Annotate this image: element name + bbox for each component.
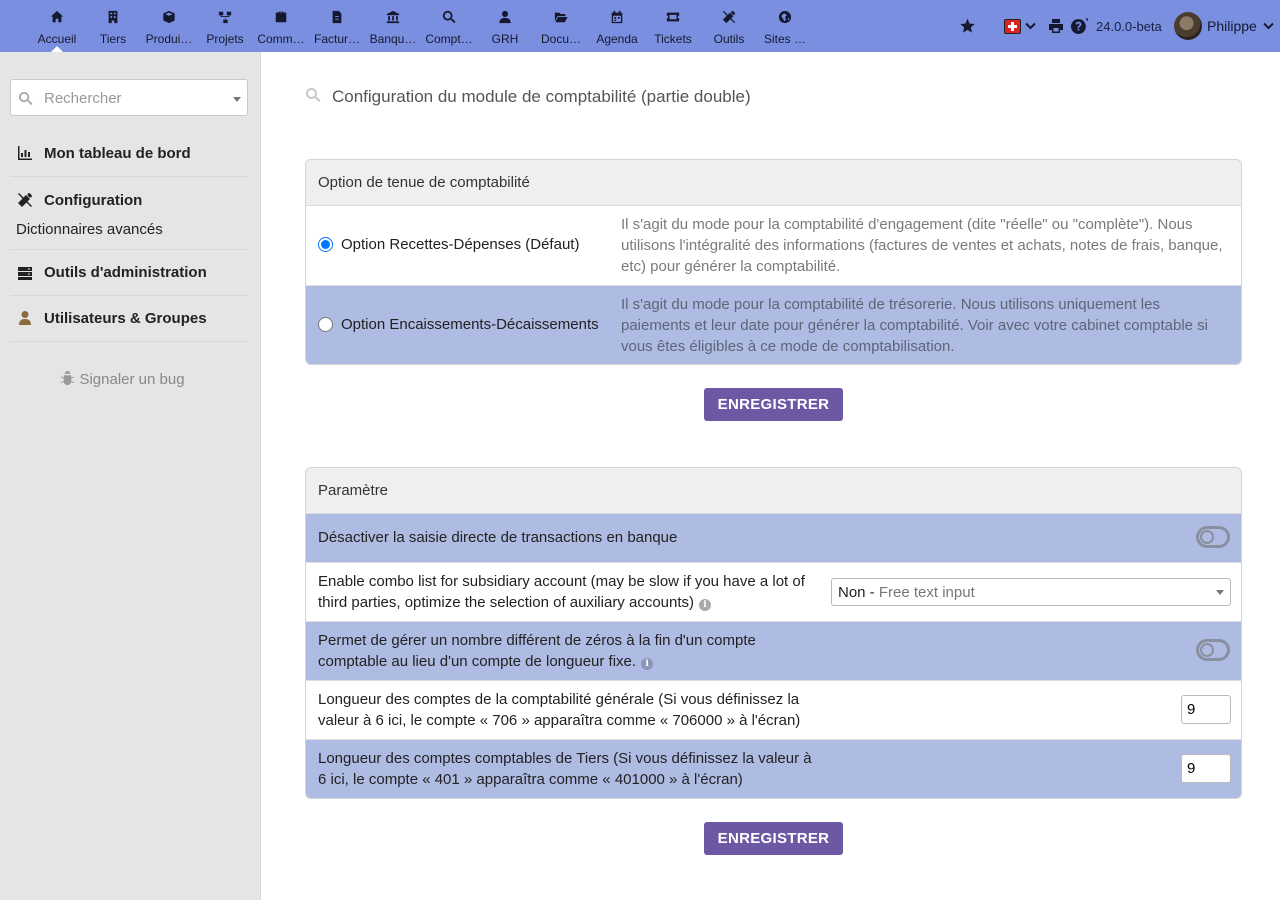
top-navbar (0, 0, 1280, 52)
toggle-switch[interactable] (1196, 526, 1230, 548)
topmenu-label: Compt… (425, 32, 473, 46)
sidebar-subitem-dictionnaires[interactable]: Dictionnaires avancés (16, 221, 163, 238)
topmenu-label: Produi… (145, 32, 193, 46)
topmenu-accueil[interactable] (29, 0, 85, 52)
bug-icon (60, 371, 75, 386)
topmenu-grh[interactable] (477, 0, 533, 52)
project-tree-icon (197, 10, 253, 24)
topmenu-tiers[interactable] (85, 0, 141, 52)
topmenu-produits[interactable] (141, 0, 197, 52)
panel-header: Option de tenue de comptabilité (306, 160, 1241, 206)
topmenu-commerce[interactable] (253, 0, 309, 52)
user-tie-icon (477, 10, 533, 24)
mode-option-label: Option Recettes-Dépenses (Défaut) (341, 236, 580, 253)
sidebar-item-dashboard[interactable] (10, 130, 248, 177)
globe-icon (757, 10, 813, 24)
toggle-knob (1200, 530, 1214, 544)
user-icon (17, 310, 33, 331)
info-icon[interactable]: i (641, 658, 653, 670)
accounting-mode-panel (305, 159, 1242, 365)
building-icon (85, 10, 141, 24)
search-dollar-icon (305, 87, 321, 103)
param-label: Désactiver la saisie directe de transactions en banque (318, 529, 678, 546)
sidebar-item-label: Mon tableau de bord (44, 145, 191, 162)
select-value-main: Non - (838, 584, 879, 601)
left-sidebar (0, 52, 261, 900)
general-account-length-input[interactable] (1181, 695, 1231, 724)
user-menu[interactable] (1174, 0, 1274, 52)
param-label: Longueur des comptes de la comptabilité générale (Si vous définissez la valeur à 6 ici, le compte « 706 » apparaîtra comme « 706000 » à l'écran) (318, 691, 801, 729)
radio-recettes-depenses[interactable] (318, 237, 333, 252)
invoice-icon (309, 10, 365, 24)
parameters-panel (305, 467, 1242, 799)
tools-icon (701, 10, 757, 24)
select-value (838, 584, 975, 601)
topmenu-documents[interactable] (533, 0, 589, 52)
topmenu-agenda[interactable] (589, 0, 645, 52)
sidebar-item-configuration[interactable] (10, 177, 248, 250)
topmenu-facturation[interactable] (309, 0, 365, 52)
calendar-icon (589, 10, 645, 24)
topmenu-label: Docu… (540, 32, 581, 46)
server-icon (17, 265, 33, 286)
topmenu-label: Sites … (763, 32, 806, 46)
report-bug-link[interactable] (0, 371, 245, 388)
language-selector[interactable] (1004, 0, 1036, 52)
radio-encaissements-decaissements[interactable] (318, 317, 333, 332)
mode-option-description: Il s'agit du mode pour la comptabilité d'engagement (dite "réelle" ou "complète"). Nous utilisons l'intégralité des informations (factures de ventes et achats, notes de frais, banque, etc) pour générer la comptabilité. (621, 216, 1223, 275)
flag-icon (1004, 19, 1021, 34)
select-value-hint: Free text input (878, 584, 975, 601)
sidebar-item-label: Outils d'administration (44, 264, 207, 281)
help-icon[interactable] (1071, 0, 1088, 52)
home-icon (29, 10, 85, 24)
topmenu-comptabilite[interactable] (421, 0, 477, 52)
toggle-knob (1200, 643, 1214, 657)
topmenu-label: Outils (713, 32, 745, 46)
topmenu-label: GRH (491, 32, 519, 46)
topmenu-label: Tiers (99, 32, 127, 46)
param-label: Permet de gérer un nombre différent de zéros à la fin d'un compte comptable au lieu d'un compte de longueur fixe. (318, 632, 756, 670)
topmenu-label: Factur… (313, 32, 360, 46)
topmenu-tickets[interactable] (645, 0, 701, 52)
topmenu-label: Accueil (37, 32, 77, 46)
sidebar-item-admin-tools[interactable] (10, 250, 248, 296)
param-row-thirdparty-account-length (306, 740, 1241, 799)
page-title-text: Configuration du module de comptabilité (partie double) (332, 87, 751, 106)
mode-option-row (306, 206, 1241, 286)
report-bug-label: Signaler un bug (79, 371, 185, 388)
avatar (1174, 12, 1202, 40)
bookmark-star-icon[interactable] (959, 0, 976, 52)
topmenu-label: Tickets (654, 32, 692, 46)
mode-option-row (306, 286, 1241, 365)
chevron-down-icon (1025, 22, 1036, 30)
cube-icon (141, 10, 197, 24)
search-icon (18, 91, 33, 111)
param-row-variable-zeros (306, 622, 1241, 681)
version-label (1096, 0, 1162, 52)
param-label-wrap (318, 630, 788, 672)
search-input[interactable] (42, 86, 222, 110)
thirdparty-account-length-input[interactable] (1181, 754, 1231, 783)
chart-bar-icon (17, 145, 33, 166)
save-button[interactable]: ENREGISTRER (704, 388, 843, 421)
ticket-icon (645, 10, 701, 24)
param-row-general-account-length (306, 681, 1241, 740)
mode-option-description: Il s'agit du mode pour la comptabilité de trésorerie. Nous utilisons uniquement les paiements et leur date pour générer la comptabilité. Voir avec votre cabinet comptable si vous êtes éligibles à ce mode de comptabilisation. (621, 296, 1208, 355)
mode-option-label: Option Encaissements-Décaissements (341, 316, 599, 333)
topmenu-banque[interactable] (365, 0, 421, 52)
folder-open-icon (533, 10, 589, 24)
search-dropdown-caret[interactable] (233, 97, 241, 102)
info-icon[interactable]: i (699, 599, 711, 611)
combo-list-select[interactable] (831, 578, 1231, 606)
save-button[interactable]: ENREGISTRER (704, 822, 843, 855)
chevron-down-icon (1263, 22, 1274, 30)
topmenu-label: Banqu… (369, 32, 417, 46)
top-menu (29, 0, 813, 52)
topmenu-projets[interactable] (197, 0, 253, 52)
briefcase-icon (253, 10, 309, 24)
param-row-combo-subsidiary (306, 563, 1241, 622)
bank-icon (365, 10, 421, 24)
topmenu-label: Projets (206, 32, 244, 46)
panel-header: Paramètre (306, 468, 1241, 514)
topmenu-outils[interactable] (701, 0, 757, 52)
mode-option-recettes[interactable] (318, 236, 579, 253)
sidebar-item-label: Utilisateurs & Groupes (44, 310, 207, 327)
search-dollar-icon (421, 10, 477, 24)
print-icon[interactable] (1048, 0, 1064, 52)
param-label: Longueur des comptes comptables de Tiers (Si vous définissez la valeur à 6 ici, le compte « 401 » apparaîtra comme « 401000 » à l'écran) (318, 750, 812, 788)
topmenu-label: Comm… (257, 32, 305, 46)
version-text: 24.0.0-beta (1096, 18, 1162, 34)
param-row-disable-bank-entry (306, 514, 1241, 563)
param-label-wrap (318, 571, 818, 613)
sidebar-item-users-groups[interactable] (10, 296, 248, 342)
toggle-switch[interactable] (1196, 639, 1230, 661)
chevron-down-icon (1216, 590, 1224, 595)
param-label: Enable combo list for subsidiary account (may be slow if you have a lot of third parties, optimize the selection of auxiliary accounts) (318, 573, 805, 611)
tools-icon (17, 192, 33, 213)
sidebar-item-label: Configuration (44, 192, 143, 209)
topmenu-label: Agenda (596, 32, 638, 46)
username: Philippe (1207, 18, 1257, 34)
topmenu-sites[interactable] (757, 0, 813, 52)
search-box[interactable] (10, 79, 248, 116)
mode-option-encaissements[interactable] (318, 316, 599, 333)
